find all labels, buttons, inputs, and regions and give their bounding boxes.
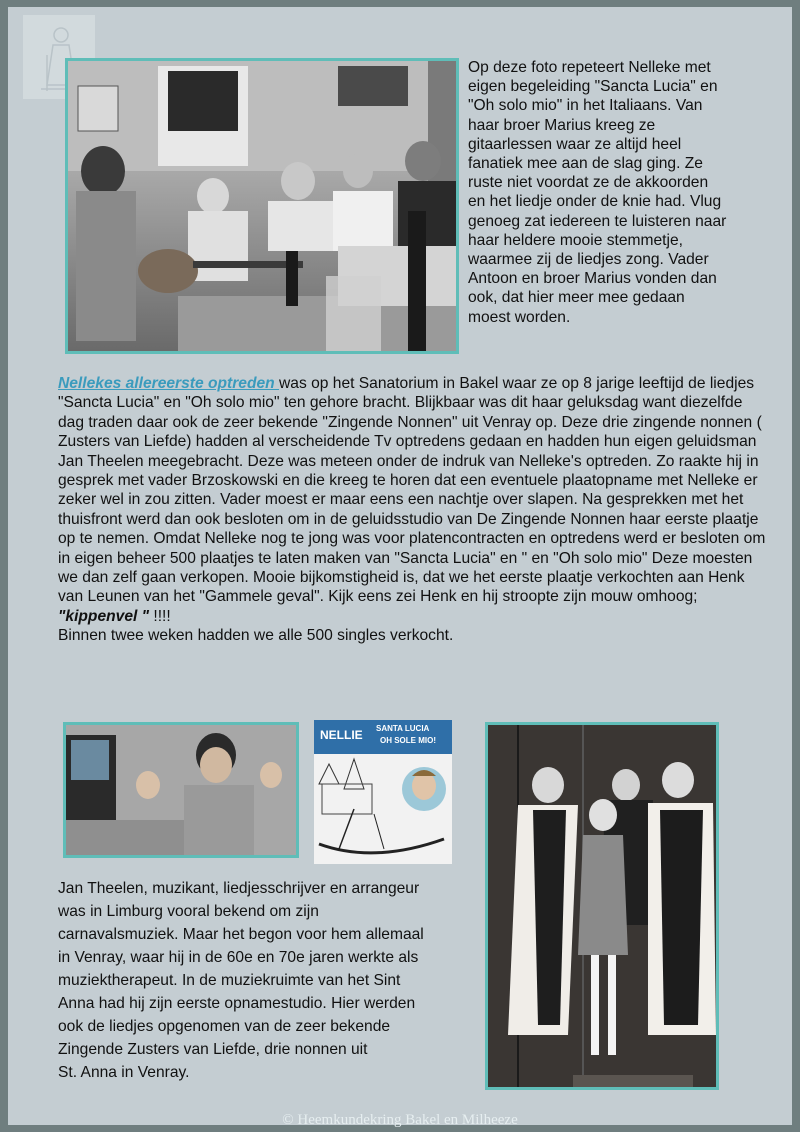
record-title-line1: SANTA LUCIA [376, 724, 430, 733]
paragraph-part2: !!!! [149, 607, 171, 625]
main-paragraph [58, 374, 770, 646]
theelen-line: carnavalsmuziek. Maar het begon voor hem allemaal [58, 926, 424, 943]
theelen-line: ook de liedjes opgenomen van de zeer bekende [58, 1018, 391, 1035]
closing-line: Binnen twee weken hadden we alle 500 singles verkocht. [58, 627, 454, 645]
page [8, 7, 792, 1128]
record-cover [314, 720, 452, 864]
nuns-with-nelleke-photo [485, 722, 719, 1090]
main-paragraph-text [58, 374, 770, 626]
nellekes-optreden-link[interactable]: Nellekes allereerste optreden [58, 375, 280, 392]
record-title-line2: OH SOLE MIO! [380, 736, 436, 745]
record-artist: NELLIE [320, 728, 363, 742]
family-rehearsal-photo [65, 58, 459, 354]
theelen-line: Zingende Zusters van Liefde, drie nonnen uit [58, 1041, 368, 1058]
theelen-line: St. Anna in Venray. [58, 1064, 190, 1081]
theelen-line: in Venray, waar hij in de 60e en 70e jaren werkte als [58, 949, 419, 966]
jan-theelen-text [58, 877, 458, 1084]
venice-gondola-illustration [314, 754, 452, 864]
paragraph-part1: was op het Sanatorium in Bakel waar ze op 8 jarige leeftijd de liedjes "Sancta Lucia" en "Oh solo mio" ten gehore bracht. Blijkbaar was dit haar geluksdag want diezelfde dag traden daar ook de zeer bekende "Zingende Nonnen" uit Venray op. Deze drie zingende nonnen ( Zusters van Liefde) hadden al verscheidende Tv optredens gedaan en hadden hun eigen geluidsman Jan Theelen meegebracht. Deze was meteen onder de indruk van Nelleke's optreden. Zo raakte hij in gesprek met vader Brzoskowski en die kreeg te horen dat een eventuele plaatopname met Nelleke er zeker wel in zou zitten. Vader moest er maar eens een nachtje over slapen. Na gesprekken met het thuisfront werd dan ook besloten om in de geluidsstudio van De Zingende Nonnen haar eerste plaatje op te nemen. Omdat Nelleke nog te jong was voor platencontracten en optredens werd er besloten om in eigen beheer 500 plaatjes te laten maken van "Sancta Lucia" en " en "Oh solo mio" Deze moesten we dan zelf gaan verkopen. Mooie bijkomstigheid is, dat we het eerste plaatje verkochten aan Henk van Leunen van het "Gammele geval". Kijk eens zei Henk en hij stroopte zijn mouw omhoog; [58, 375, 766, 606]
theelen-line: was in Limburg vooral bekend om zijn [58, 903, 319, 920]
intro-text: Op deze foto repeteert Nelleke met eigen begeleiding "Sancta Lucia" en "Oh solo mio" in het Italiaans. Van haar broer Marius kreeg ze gitaarlessen waar ze altijd heel fanatiek mee aan de slag ging. Ze ruste niet voordat ze de akkoorden en het liedje onder de knie had. Vlug genoeg zat iedereen te luisteren naar haar heldere mooie stemmetje, waarmee zij de liedjes zong. Vader Antoon en broer Marius vonden dan ook, dat hier meer mee gedaan moest worden. [468, 59, 727, 326]
theelen-line: Anna had hij zijn eerste opnamestudio. Hier werden [58, 995, 416, 1012]
theelen-line: muziektherapeut. In de muziekruimte van het Sint [58, 972, 401, 989]
copyright-footer: © Heemkundekring Bakel en Milheeze [282, 1112, 518, 1128]
jan-theelen-photo [63, 722, 299, 858]
theelen-line: Jan Theelen, muzikant, liedjesschrijver en arrangeur [58, 880, 420, 897]
kippenvel-emphasis: "kippenvel " [58, 607, 150, 625]
